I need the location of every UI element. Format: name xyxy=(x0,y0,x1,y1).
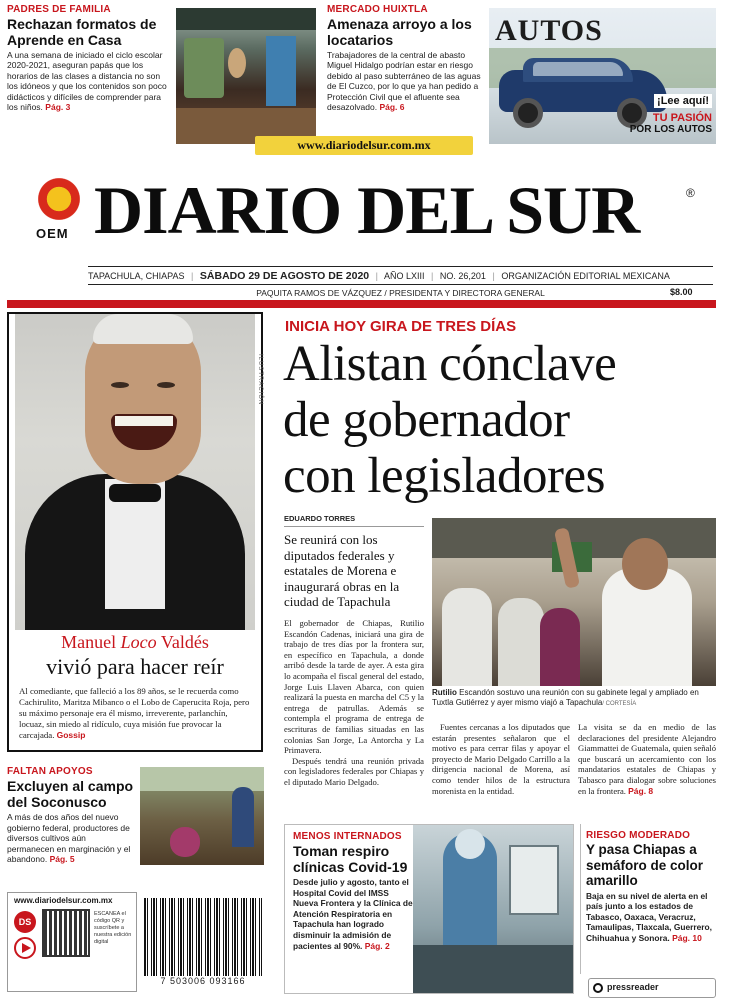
caricature-illustration xyxy=(15,314,255,630)
autos-ad[interactable] xyxy=(489,8,716,144)
soconusco-story[interactable] xyxy=(7,766,135,865)
lead-column-1 xyxy=(284,618,424,788)
hospital-photo xyxy=(413,825,573,993)
lead-headline-line3: con legisladores xyxy=(283,448,605,504)
photo-credit: / CORTESÍA xyxy=(602,701,637,707)
byline: EDUARDO TORRES xyxy=(284,514,356,523)
lead-page-ref: Pág. 8 xyxy=(628,785,654,796)
play-icon xyxy=(14,937,36,959)
gossip-headline: vivió para hacer reír xyxy=(46,654,224,679)
market-photo xyxy=(176,8,316,144)
lead-column-2: Fuentes cercanas a los diputados que estarán presentes señalaron que el motivo es para cerrar filas y apoyar el proyecto de Mario Delgado Carrillo a la dirigencia nacional de Morena, así como tender hilos de la estructura morenista en la entidad. xyxy=(432,722,570,796)
gossip-box[interactable] xyxy=(7,312,263,752)
kicker: PADRES DE FAMILIA xyxy=(7,4,111,15)
kicker: FALTAN APOYOS xyxy=(7,766,93,777)
year: AÑO LXIII xyxy=(384,271,425,281)
qr-text: ESCANEA el código QR y suscríbete a nuestra edición digital xyxy=(94,911,132,945)
governor-photo xyxy=(432,518,716,686)
gossip-name-first: Manuel xyxy=(61,632,121,652)
lead-col1b-text: Después tendrá una reunión privada con legisladores federales por Chiapas y el diputado Mario Delgado. xyxy=(284,755,424,787)
page-ref: Pág. 2 xyxy=(364,940,390,951)
lead-headline-line2: de gobernador xyxy=(283,392,570,448)
lead-col1-text: El gobernador de Chiapas, Rutilio Escandón Cadenas, iniciará una gira de trabajo de tres días por la frontera sur, en específico en Tapachula, a donde arribó desde la tarde de ayer. A esta gira lo acompaña el fiscal general del estado, Jorge Luis Llaven Abarca, con quien realizará la puesta en marcha del C5 y la entrega de patrullas. Además se contempla el programa de entrega de escrituras de familias situadas en las colonias San Jorge, La Antorcha y La Primavera. xyxy=(284,618,424,756)
director: PAQUITA RAMOS DE VÁZQUEZ / PRESIDENTA Y DIRECTORA GENERAL xyxy=(256,288,545,298)
pressreader-icon xyxy=(593,983,603,993)
headline: Excluyen al campo del Soconusco xyxy=(7,778,134,810)
covid-box[interactable] xyxy=(284,824,574,994)
pressreader-text: pressreader xyxy=(607,982,659,992)
date: SÁBADO 29 DE AGOSTO DE 2020 xyxy=(199,270,370,282)
illustration-credit: ILUSTRACIÓN xyxy=(257,354,263,406)
caption-name: Rutilio xyxy=(432,688,457,697)
pressreader-badge[interactable] xyxy=(588,978,716,998)
farm-photo xyxy=(140,767,264,865)
story-text: A una semana de iniciado el ciclo escolar 2020-2021, aseguran papás que los horarios de las clases a distancia no son los idóneos y que los contenidos son poco didácticos y difíciles de comprender para los niños. xyxy=(7,50,167,113)
kicker: MERCADO HUIXTLA xyxy=(327,4,428,15)
page-ref: Pág. 10 xyxy=(672,932,702,943)
issue-number: NO. 26,201 xyxy=(439,271,486,281)
story-text: Trabajadores de la central de abasto Miguel Hidalgo podrían estar en riesgo debido al paso subterráneo de las aguas de El Cuzco, por lo que ya han pedido a Protección Civil que el afluente sea desazolvado. xyxy=(327,50,481,113)
gossip-name-last: Valdés xyxy=(156,632,209,652)
top-story-school[interactable] xyxy=(7,4,167,112)
footer-url: www.diariodelsur.com.mx xyxy=(14,896,113,905)
page-ref: Pág. 6 xyxy=(379,102,405,113)
photo-caption: Escandón sostuvo una reunión con su gabinete legal y ampliado en Tuxtla Gutiérrez y ayer mismo viajó a Tapachula xyxy=(432,688,699,707)
oem-logo xyxy=(30,174,86,244)
gossip-section: Gossip xyxy=(56,730,86,740)
barcode-number: 7 503006 093166 xyxy=(160,976,246,986)
autos-tagline-1: TU PASIÓN xyxy=(652,112,712,124)
headline: Y pasa Chiapas a semáforo de color amarillo xyxy=(586,842,704,888)
lead-headline[interactable] xyxy=(283,336,718,504)
story-text: Baja en su nivel de alerta en el país junto a los estados de Tabasco, Oaxaca, Veracruz, Tamaulipas, Tlaxcala, Guerrero, Chihuahua y Sonora. xyxy=(586,890,712,943)
lead-column-3: La visita se da en medio de las declaraciones del presidente Alejandro Giammattei de Guatemala, quien señaló que buscará un acercamiento con los mandatarios estatales de Chiapas y Tabasco para dialogar sobre soluciones en la frontera. xyxy=(578,722,716,796)
kicker: MENOS INTERNADOS xyxy=(293,831,402,842)
page-ref: Pág. 3 xyxy=(45,102,71,113)
qr-code-icon[interactable] xyxy=(42,909,90,957)
organization: ORGANIZACIÓN EDITORIAL MEXICANA xyxy=(501,271,670,281)
red-rule xyxy=(7,300,716,308)
story-text: A más de dos años del nuevo gobierno federal, productores de diversos cultivos aún permanecen en marginación y el abandono. xyxy=(7,812,131,865)
autos-tagline-2: POR LOS AUTOS xyxy=(629,124,712,135)
headline: Rechazan formatos de Aprende en Casa xyxy=(7,16,157,48)
semaforo-story[interactable] xyxy=(586,830,716,943)
price: $8.00 xyxy=(670,287,693,297)
subscribe-box[interactable] xyxy=(7,892,137,992)
website-url-banner[interactable]: www.diariodelsur.com.mx xyxy=(255,136,473,155)
kicker: RIESGO MODERADO xyxy=(586,830,691,841)
registered-mark: ® xyxy=(686,186,695,200)
read-here-link[interactable]: ¡Lee aquí! xyxy=(654,94,712,108)
lead-deck: Se reunirá con los diputados federales y estatales de Morena e inaugurará obras en la ciudad de Tapachula xyxy=(284,532,400,609)
gossip-nickname: Loco xyxy=(120,632,157,652)
ds-logo: DS xyxy=(14,911,36,933)
page-ref: Pág. 5 xyxy=(49,854,75,865)
gossip-text: Al comediante, que falleció a los 89 años, se le recuerda como Cachirulito, Maritza Mibanco o el Lobo de Caperucita Roja, pero su máximo personaje era él mismo, irreverente, parlanchín, locuaz, sin miedo al ridículo, cuya misión fue provocar la carcajada. xyxy=(19,686,250,740)
lead-headline-line1: Alistan cónclave xyxy=(283,336,617,392)
autos-title: AUTOS xyxy=(495,14,603,47)
top-story-market[interactable] xyxy=(327,4,482,112)
city: TAPACHULA, CHIAPAS xyxy=(88,271,185,281)
story-text: Desde julio y agosto, tanto el Hospital Covid del IMSS Nueva Frontera y la Clínica de Atención Respiratoria en Tapachula han logrado disminuir la admisión de pacientes al 90%. xyxy=(293,877,413,951)
headline: Toman respiro clínicas Covid-19 xyxy=(293,843,408,875)
oem-text: OEM xyxy=(36,226,69,241)
lead-kicker: INICIA HOY GIRA DE TRES DÍAS xyxy=(285,318,517,335)
barcode xyxy=(144,898,262,976)
newspaper-name: DIARIO DEL SUR xyxy=(94,172,640,248)
headline: Amenaza arroyo a los locatarios xyxy=(327,16,472,48)
